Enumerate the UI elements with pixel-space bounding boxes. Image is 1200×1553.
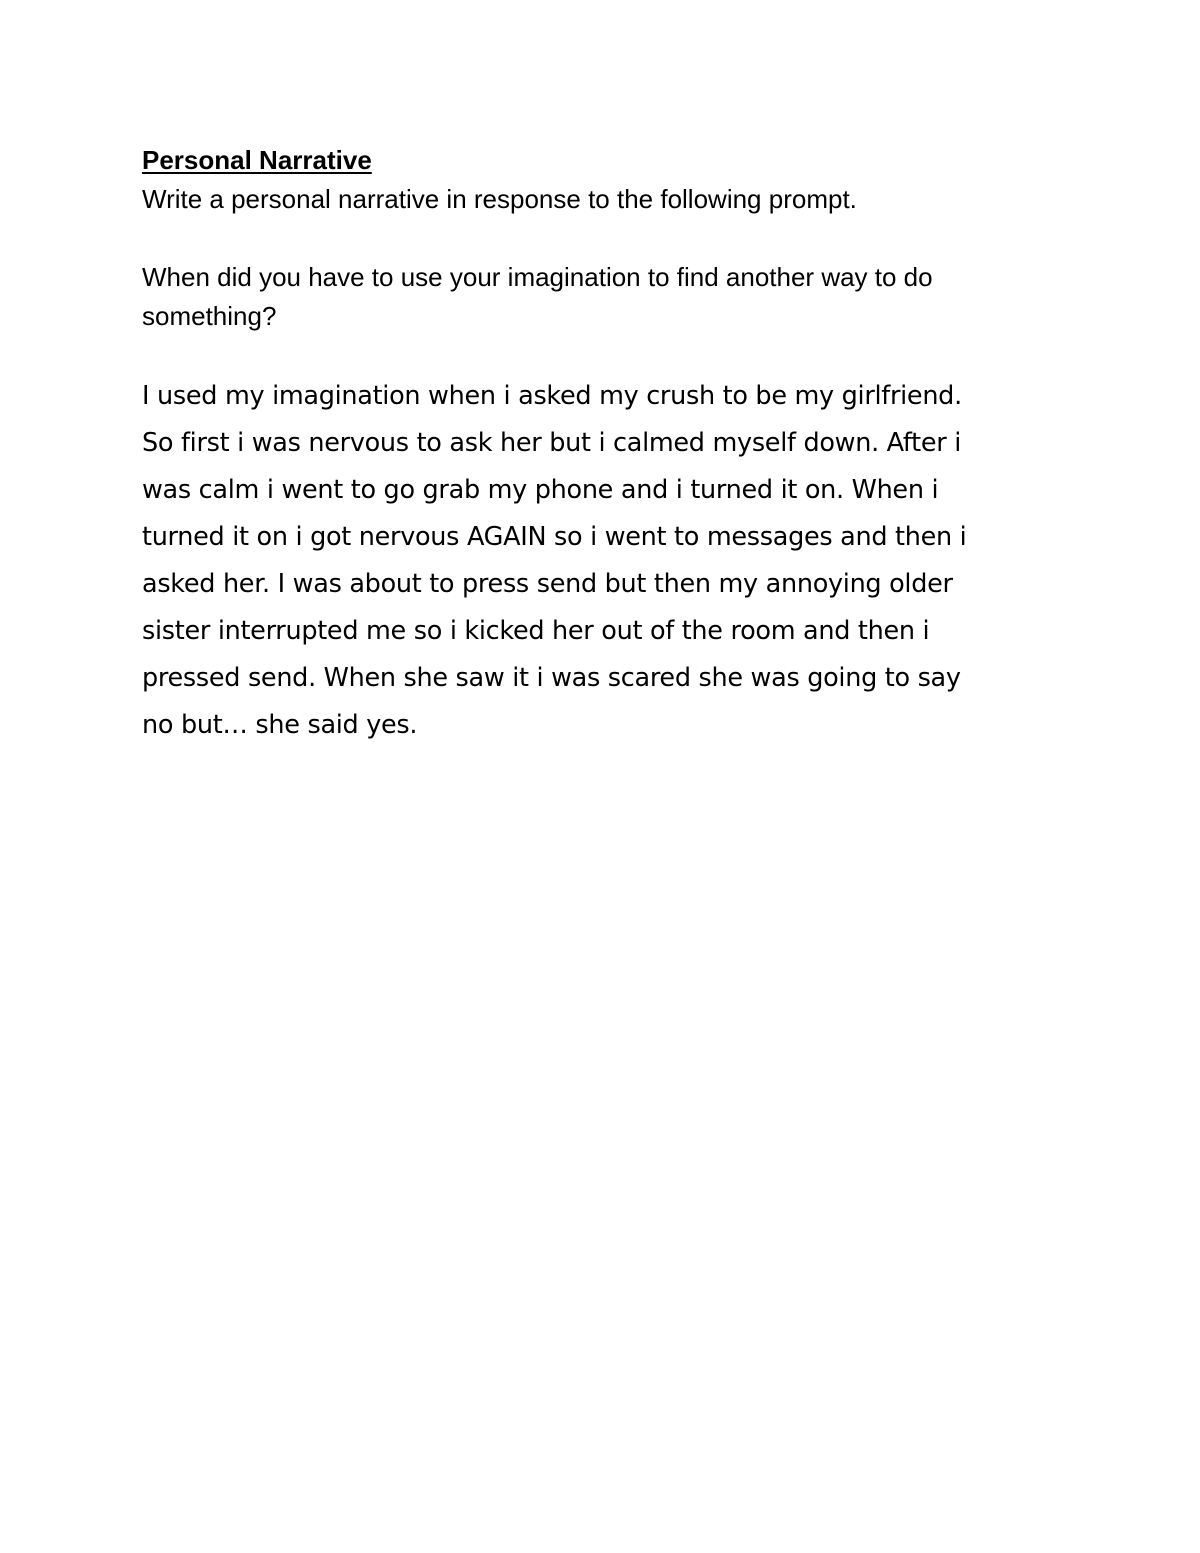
prompt-line: something? <box>142 301 277 331</box>
response-line: was calm i went to go grab my phone and i turned it on. When i <box>142 475 939 505</box>
prompt-question <box>142 258 1062 336</box>
instruction-text: Write a personal narrative in response to the following prompt. <box>142 184 857 214</box>
response-line: sister interrupted me so i kicked her out of the room and then i <box>142 616 930 646</box>
response-line: no but… she said yes. <box>142 710 418 740</box>
response-line: I used my imagination when i asked my crush to be my girlfriend. <box>142 381 962 411</box>
document-title: Personal Narrative <box>142 145 372 175</box>
response-line: turned it on i got nervous AGAIN so i went to messages and then i <box>142 522 967 552</box>
response-line: asked her. I was about to press send but then my annoying older <box>142 569 953 599</box>
narrative-response <box>142 373 1082 749</box>
prompt-line: When did you have to use your imagination to find another way to do <box>142 262 933 292</box>
response-line: So first i was nervous to ask her but i calmed myself down. After i <box>142 428 962 458</box>
response-line: pressed send. When she saw it i was scared she was going to say <box>142 663 961 693</box>
